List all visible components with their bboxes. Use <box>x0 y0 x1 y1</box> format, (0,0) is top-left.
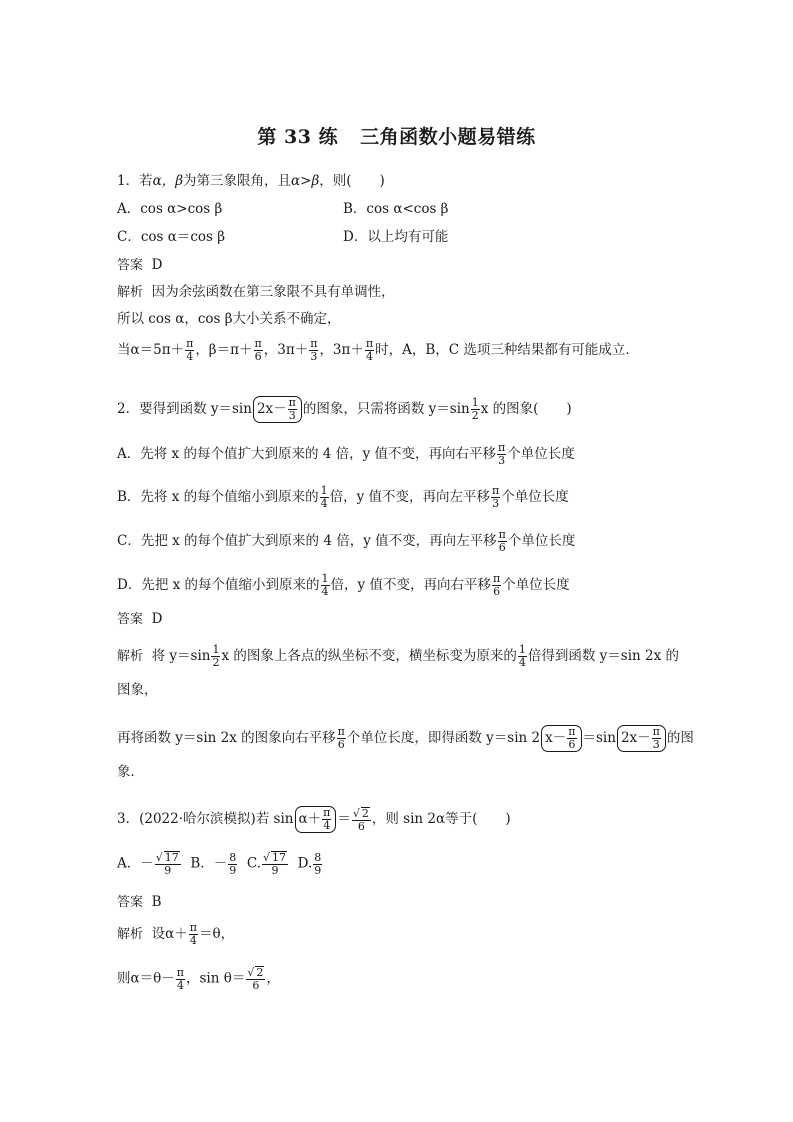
math-text: 3 <box>288 409 296 422</box>
math-text: 3 <box>492 497 500 510</box>
math-text: π <box>310 337 318 350</box>
q1-option-c: C．cos α＝cos β <box>117 229 226 245</box>
square-root: 17 <box>272 851 287 864</box>
math-text: 个单位长度，即得函数 y＝sin 2 <box>346 730 541 746</box>
q3-analysis-line-2 <box>117 966 280 992</box>
bracket-group <box>617 725 666 752</box>
math-text: ，则( <box>319 173 352 189</box>
math-text: ， <box>266 970 280 987</box>
math-text: ，3π＋ <box>319 342 364 358</box>
math-text: B．－ <box>190 855 228 872</box>
q2-stem <box>117 396 572 423</box>
math-text: 2 <box>212 656 220 669</box>
math-text: D．先把 x 的每个值缩小到原来的 <box>117 577 320 593</box>
math-text: 6 <box>337 738 345 751</box>
math-text: ＝ <box>337 811 351 827</box>
math-text: 6 <box>252 979 260 992</box>
math-text: 1 <box>212 643 220 656</box>
math-text: π <box>189 921 197 934</box>
math-text: 因为余弦函数在第三象限不具有单调性， <box>151 284 395 300</box>
q2-analysis-line-1 <box>117 644 679 669</box>
q3-analysis-line-1 <box>117 922 234 947</box>
math-text: 答案 <box>117 258 144 273</box>
math-text: D <box>151 257 163 273</box>
fraction <box>288 397 297 422</box>
math-text: ，则 sin 2α等于( <box>371 811 478 827</box>
math-text: π <box>492 572 501 585</box>
math-text: x 的图象( <box>480 401 539 417</box>
math-text: ) <box>566 401 572 417</box>
math-text: ，sin θ＝ <box>185 970 246 987</box>
math-text: α＋ <box>298 811 322 827</box>
math-text: 解析 <box>117 285 144 300</box>
fraction <box>498 529 507 554</box>
q2-option-b <box>117 485 569 510</box>
square-root: 2 <box>256 966 264 979</box>
math-text: 当α＝5π＋ <box>117 342 185 358</box>
fraction <box>518 644 527 669</box>
q2-option-c <box>117 529 575 554</box>
math-text: π <box>288 396 296 409</box>
math-text: 倍，y 值不变，再向右平移 <box>330 577 491 593</box>
math-text: 9 <box>164 864 172 877</box>
math-text: 为第三象限角，且 <box>183 173 292 189</box>
math-text: C. <box>246 855 262 872</box>
math-text: 倍，y 值不变，再向左平移 <box>329 489 491 505</box>
math-text: D <box>151 611 163 627</box>
math-text: ＝θ， <box>198 926 235 942</box>
bracket-group <box>253 396 302 423</box>
q2-analysis-line-4: 象． <box>117 764 144 780</box>
math-text: 9 <box>229 863 237 877</box>
math-text: 2．要得到函数 y＝sin <box>117 401 252 417</box>
math-text: 则α＝θ－ <box>117 970 175 987</box>
math-text: 个单位长度 <box>507 446 575 462</box>
fraction <box>497 442 506 467</box>
math-text: 4 <box>323 819 331 832</box>
math-text: 8 <box>314 850 322 864</box>
square-root: 2 <box>361 806 369 820</box>
math-text: A．－ <box>117 855 154 872</box>
math-text: 2x－ <box>256 401 287 417</box>
math-text: ，β＝π＋ <box>195 342 253 358</box>
math-text: 倍得到函数 y＝sin 2x 的 <box>527 648 680 664</box>
q2-answer <box>117 610 162 629</box>
math-text: 2 <box>471 409 479 422</box>
fraction <box>246 966 265 992</box>
math-text: 4 <box>518 656 526 669</box>
q2-option-d <box>117 573 570 598</box>
q3-answer <box>117 893 162 912</box>
fraction <box>309 338 318 363</box>
fraction <box>313 852 322 877</box>
q1-analysis-line-2: 所以 cos α，cos β大小关系不确定， <box>117 311 341 327</box>
fraction <box>189 922 198 947</box>
math-text: α，β <box>152 173 184 189</box>
math-text: √ 17 <box>155 851 179 864</box>
fraction <box>322 807 331 832</box>
q2-option-a <box>117 442 575 467</box>
bracket-group <box>295 806 337 833</box>
math-text: x 的图象上各点的纵坐标不变，横坐标变为原来的 <box>221 648 517 664</box>
fraction <box>365 338 374 363</box>
math-text: π <box>492 484 500 497</box>
math-text: 答案 <box>117 612 144 627</box>
q1-analysis-line-3 <box>117 338 639 363</box>
math-text: 1．若 <box>117 173 153 189</box>
math-text: 6 <box>254 350 262 363</box>
math-text: 9 <box>271 864 279 877</box>
math-text: 6 <box>357 819 365 833</box>
math-text: ) <box>505 811 511 827</box>
math-text: B．先将 x 的每个值缩小到原来的 <box>117 489 319 505</box>
q1-option-b: B．cos α<cos β <box>343 201 449 217</box>
math-text: 1 <box>321 572 329 585</box>
math-text: 6 <box>568 738 576 751</box>
math-text: 3 <box>498 454 506 467</box>
math-text: 设α＋ <box>151 926 188 942</box>
math-text: x－ <box>545 730 567 746</box>
fraction <box>262 851 288 877</box>
q3-stem <box>117 806 511 833</box>
q3-options <box>117 851 323 877</box>
math-text: 的图象，只需将函数 y＝sin <box>302 401 470 417</box>
math-text: π <box>337 725 345 738</box>
math-text: C．先把 x 的每个值扩大到原来的 4 倍，y 值不变，再向左平移 <box>117 533 497 549</box>
math-text: 3 <box>652 738 660 751</box>
q1-analysis-line-1 <box>117 283 395 302</box>
math-text: π <box>254 337 262 350</box>
page-title <box>0 122 793 149</box>
title-number: 第 33 练 <box>257 126 339 148</box>
math-text: 再将函数 y＝sin 2x 的图象向右平移 <box>117 730 336 746</box>
math-text: ) <box>379 173 385 189</box>
math-text: 6 <box>498 541 506 554</box>
math-text: 答案 <box>117 895 144 910</box>
math-text: π <box>498 441 506 454</box>
math-text: 解析 <box>117 927 144 942</box>
math-text: 解析 <box>117 649 144 664</box>
fraction <box>155 851 181 877</box>
fraction <box>352 807 371 833</box>
fraction <box>254 338 263 363</box>
q1-stem <box>117 172 385 190</box>
math-text: 将 y＝sin <box>151 648 211 664</box>
math-text: √ 2 <box>352 806 369 820</box>
math-text: √ 17 <box>263 851 287 864</box>
math-text: 1 <box>471 396 479 409</box>
math-text: ，3π＋ <box>263 342 309 358</box>
math-text: 的图 <box>666 730 694 746</box>
bracket-group <box>541 725 581 752</box>
fraction <box>185 338 194 363</box>
math-text: π <box>365 337 374 350</box>
title-topic: 三角函数小题易错练 <box>360 126 536 148</box>
math-text: 个单位长度 <box>501 489 569 505</box>
fraction <box>652 726 661 751</box>
square-root: 17 <box>164 851 179 864</box>
math-text: 4 <box>189 934 197 947</box>
q1-answer <box>117 256 162 275</box>
math-text: √ 2 <box>247 966 264 979</box>
math-text: 6 <box>493 585 501 598</box>
fraction <box>337 726 346 751</box>
math-text: 4 <box>186 350 194 363</box>
math-text: 3 <box>310 350 318 363</box>
fraction <box>492 573 501 598</box>
math-text: 9 <box>314 863 322 877</box>
math-text: π <box>498 528 506 541</box>
math-text: 个单位长度 <box>502 577 570 593</box>
q1-option-a: A．cos α>cos β <box>117 201 223 217</box>
math-text: 4 <box>366 350 374 363</box>
q2-analysis-line-3 <box>117 725 694 752</box>
math-text: π <box>176 965 184 979</box>
math-text: 个单位长度 <box>507 533 576 549</box>
math-text: 8 <box>229 850 237 864</box>
fraction <box>320 485 329 510</box>
math-text: 时，A，B，C 选项三种结果都有可能成立． <box>375 342 639 358</box>
math-text: 2x－ <box>620 730 651 746</box>
q1-option-d: D．以上均有可能 <box>343 229 449 245</box>
math-text: π <box>568 725 576 738</box>
fraction <box>471 397 480 422</box>
fraction <box>491 485 500 510</box>
math-text: 4 <box>320 497 328 510</box>
q2-analysis-line-2: 图象， <box>117 682 158 698</box>
fraction <box>228 852 237 877</box>
math-text: A．先将 x 的每个值扩大到原来的 4 倍，y 值不变，再向右平移 <box>117 446 497 462</box>
math-text: B <box>151 894 162 910</box>
math-text: π <box>186 337 194 350</box>
math-text: π <box>323 806 331 819</box>
math-text: 1 <box>320 484 328 497</box>
math-text: 4 <box>321 585 329 598</box>
fraction <box>176 967 185 992</box>
math-text: D. <box>297 855 313 872</box>
fraction <box>321 573 330 598</box>
math-text: 3．(2022·哈尔滨模拟)若 sin <box>117 811 294 827</box>
math-text: 1 <box>518 643 526 656</box>
math-text: α>β <box>291 173 320 189</box>
math-text: ＝sin <box>582 730 616 746</box>
fraction <box>567 726 576 751</box>
math-text: π <box>652 725 660 738</box>
math-text: 4 <box>176 978 184 992</box>
fraction <box>211 644 220 669</box>
